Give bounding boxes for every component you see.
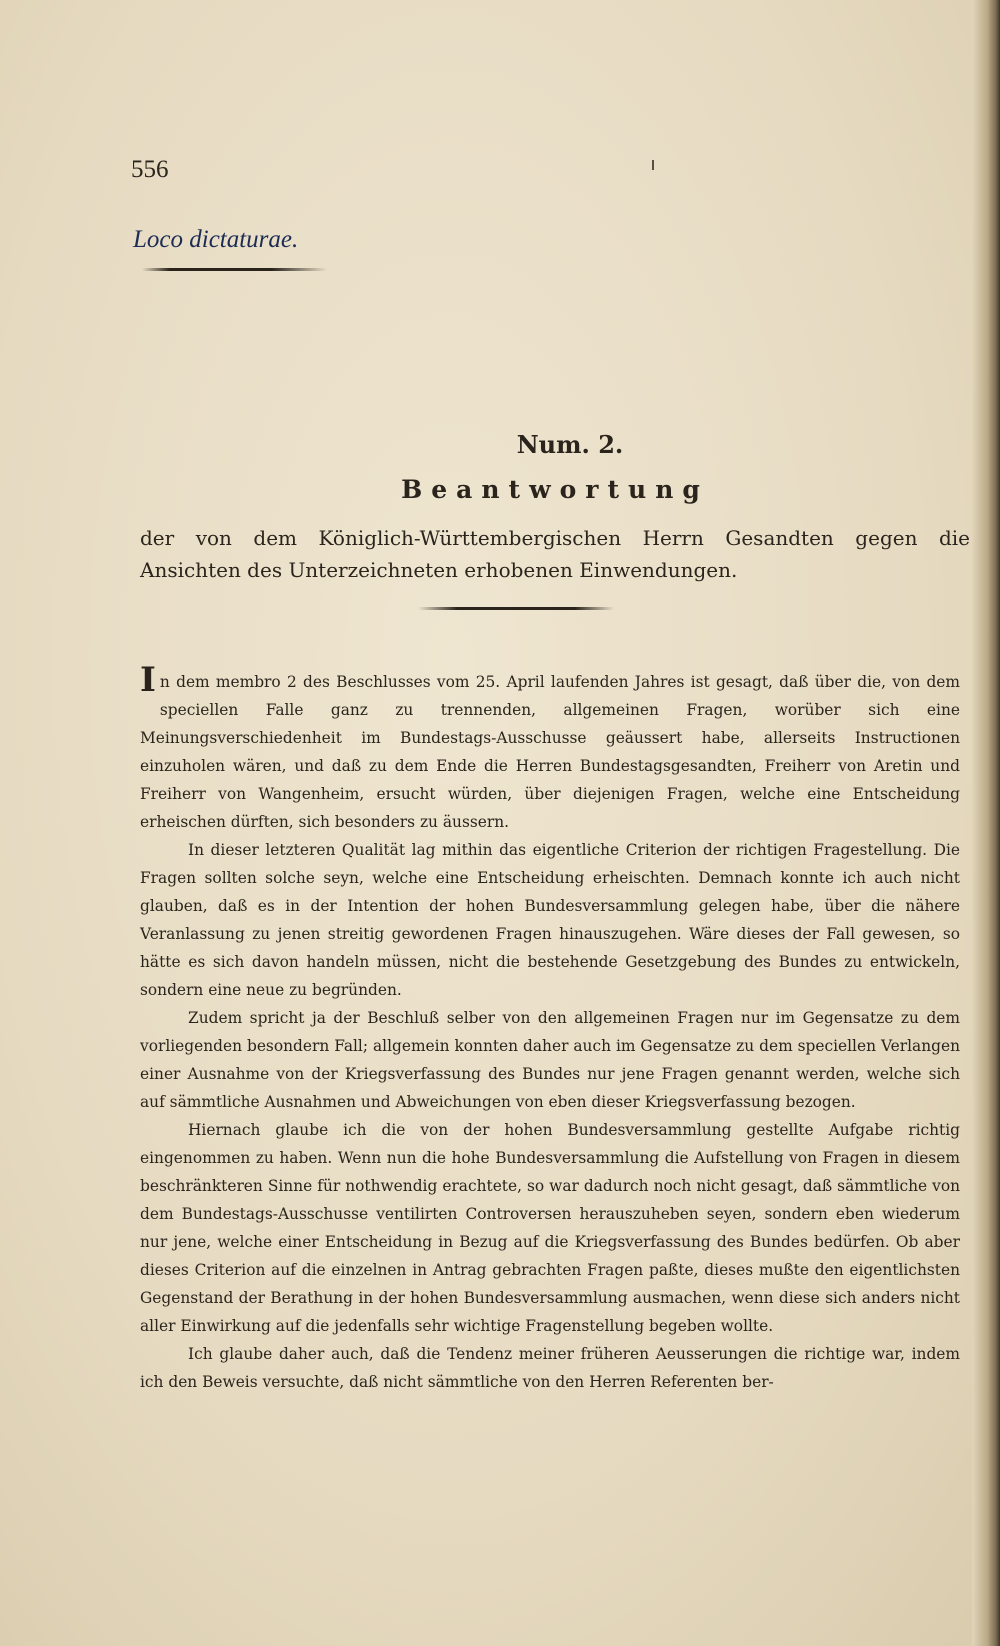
paragraph-5: [140, 1340, 960, 1396]
heading-divider: [418, 607, 614, 610]
drop-cap: I: [140, 660, 156, 700]
section-rule: [142, 268, 327, 271]
paragraph-text: In dieser letzteren Qualität lag mithin das eigentliche Criterion der richtigen Fragestellung. Die Fragen sollten solche seyn, welche eine Entscheidung erheischten. Demnach konnte ich auch nicht glauben, daß es in der Intention der hohen Bundesversammlung gelegen habe, über die nähere Veranlassung zu jenen streitig gewordenen Fragen hinauszugehen. Wäre dieses der Fall gewesen, so hätte es sich davon handeln müssen, nicht die bestehende Gesetzgebung des Bundes zu entwickeln, sondern eine neue zu begründen.: [140, 841, 960, 999]
body-text: [140, 660, 960, 1396]
paragraph-text: Zudem spricht ja der Beschluß selber von den allgemeinen Fragen nur im Gegensatze zu dem vorliegenden besondern Fall; allgemein konnten daher auch im Gegensatze zu dem speciellen Verlangen einer Ausnahme von der Kriegsverfassung des Bundes nur jene Fragen genannt werden, welche sich auf sämmtliche Ausnahmen und Abweichungen von eben dieser Kriegsverfassung bezogen.: [140, 1009, 960, 1111]
page-number: 556: [131, 156, 169, 183]
paragraph-text: Hiernach glaube ich die von der hohen Bundesversammlung gestellte Aufgabe richtig eingenommen zu haben. Wenn nun die hohe Bundesversammlung die Aufstellung von Fragen in diesem beschränkteren Sinne für nothwendig erachtete, so war dadurch noch nicht gesagt, daß sämmtliche von dem Bundestags-Ausschusse ventilirten Controversen herauszuheben seyen, sondern eben wiederum nur jene, welche einer Entscheidung in Bezug auf die Kriegsverfassung des Bundes bedürfen. Ob aber dieses Criterion auf die einzelnen in Antrag gebrachten Fragen paßte, dieses mußte den eigentlichsten Gegenstand der Berathung in der hohen Bundesversammlung ausmachen, wenn diese sich anders nicht aller Einwirkung auf die jedenfalls sehr wichtige Fragenstellung begeben wollte.: [140, 1121, 960, 1335]
document-title: Beantwortung: [401, 475, 709, 504]
paragraph-2: [140, 836, 960, 1004]
paragraph-1: [140, 660, 960, 836]
print-mark: [652, 160, 654, 170]
paragraph-3: [140, 1004, 960, 1116]
paragraph-text: n dem membro 2 des Beschlusses vom 25. April laufenden Jahres ist gesagt, daß über die, von dem speciellen Falle ganz zu trennenden, allgemeinen Fragen, worüber sich eine Meinungsverschiedenheit im Bundestags-Ausschusse geäussert habe, allerseits Instructionen einzuholen wären, und daß zu dem Ende die Herren Bundestagsgesandten, Freiherr von Aretin und Freiherr von Wangenheim, ersucht würden, über diejenigen Fragen, welche eine Entscheidung erheischen dürften, sich besonders zu äussern.: [140, 673, 960, 831]
section-label: Loco dictaturae.: [133, 226, 299, 253]
page-edge-shadow: [972, 0, 1000, 1646]
document-subtitle: der von dem Königlich-Württembergischen Herrn Gesandten gegen die Ansichten des Unterzeichneten erhobenen Einwendungen.: [140, 526, 970, 582]
document-number: Num. 2.: [516, 430, 624, 459]
paragraph-text: Ich glaube daher auch, daß die Tendenz meiner früheren Aeusserungen die richtige war, indem ich den Beweis versuchte, daß nicht sämmtliche von den Herren Referenten ber-: [140, 1345, 960, 1391]
paragraph-4: [140, 1116, 960, 1340]
